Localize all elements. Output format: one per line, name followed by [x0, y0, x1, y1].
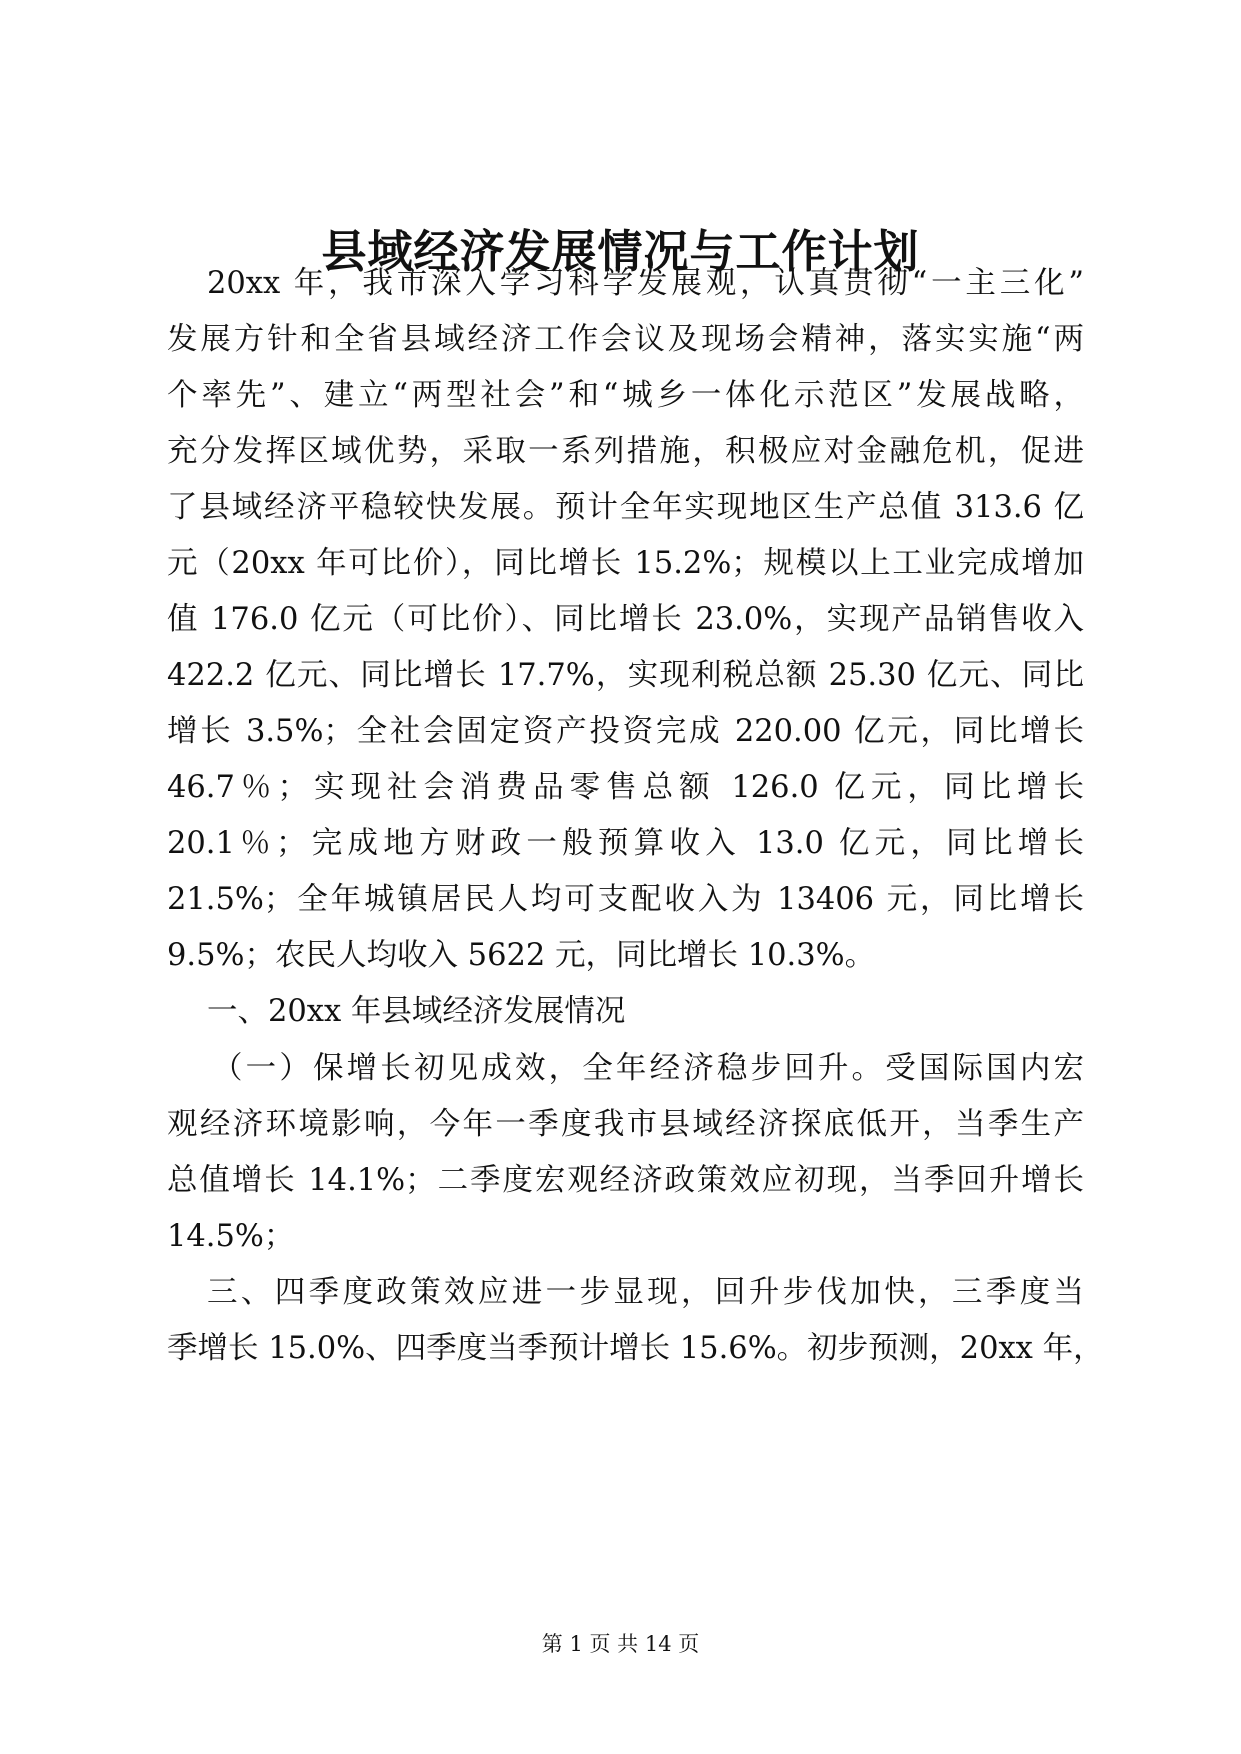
paragraph-line-8: 422.2 亿元、同比增长 17.7%，实现利税总额 25.30 亿元、同比 — [167, 658, 1084, 693]
paragraph-line-11: 20.1％；完成地方财政一般预算收入 13.0 亿元，同比增长 — [167, 826, 1084, 861]
paragraph-line-4: 充分发挥区域优势，采取一系列措施，积极应对金融危机，促进 — [167, 434, 1084, 469]
paragraph-line-19: 季增长 15.0%、四季度当季预计增长 15.6%。初步预测，20xx 年， — [167, 1331, 1104, 1366]
paragraph-line-14: （一）保增长初见成效，全年经济稳步回升。受国际国内宏 — [212, 1051, 1084, 1086]
paragraph-line-5: 了县域经济平稳较快发展。预计全年实现地区生产总值 313.6 亿 — [167, 490, 1084, 525]
paragraph-line-13: 9.5%；农民人均收入 5622 元，同比增长 10.3%。 — [167, 938, 876, 973]
paragraph-line-2: 发展方针和全省县域经济工作会议及现场会精神，落实实施“两 — [167, 322, 1084, 357]
paragraph-line-10: 46.7％；实现社会消费品零售总额 126.0 亿元，同比增长 — [167, 770, 1084, 805]
paragraph-line-9: 增长 3.5%；全社会固定资产投资完成 220.00 亿元，同比增长 — [167, 714, 1084, 749]
paragraph-line-1: 20xx 年，我市深入学习科学发展观，认真贯彻“一主三化” — [207, 266, 1084, 301]
paragraph-line-15: 观经济环境影响，今年一季度我市县域经济探底低开，当季生产 — [167, 1107, 1084, 1142]
document-title: 县域经济发展情况与工作计划 — [321, 225, 920, 278]
paragraph-line-12: 21.5%；全年城镇居民人均可支配收入为 13406 元，同比增长 — [167, 882, 1084, 917]
paragraph-line-17: 14.5%； — [167, 1219, 295, 1254]
paragraph-line-7: 值 176.0 亿元（可比价）、同比增长 23.0%，实现产品销售收入 — [167, 602, 1084, 637]
paragraph-line-16: 总值增长 14.1%；二季度宏观经济政策效应初现，当季回升增长 — [167, 1163, 1084, 1198]
page-number-footer: 第 1 页 共 14 页 — [541, 1632, 700, 1656]
paragraph-line-6: 元（20xx 年可比价），同比增长 15.2%；规模以上工业完成增加 — [167, 546, 1084, 581]
paragraph-line-18: 三、四季度政策效应进一步显现，回升步伐加快，三季度当 — [207, 1275, 1084, 1310]
section-heading: 一、20xx 年县域经济发展情况 — [207, 994, 626, 1029]
paragraph-line-3: 个率先”、建立“两型社会”和“城乡一体化示范区”发展战略， — [167, 378, 1084, 413]
